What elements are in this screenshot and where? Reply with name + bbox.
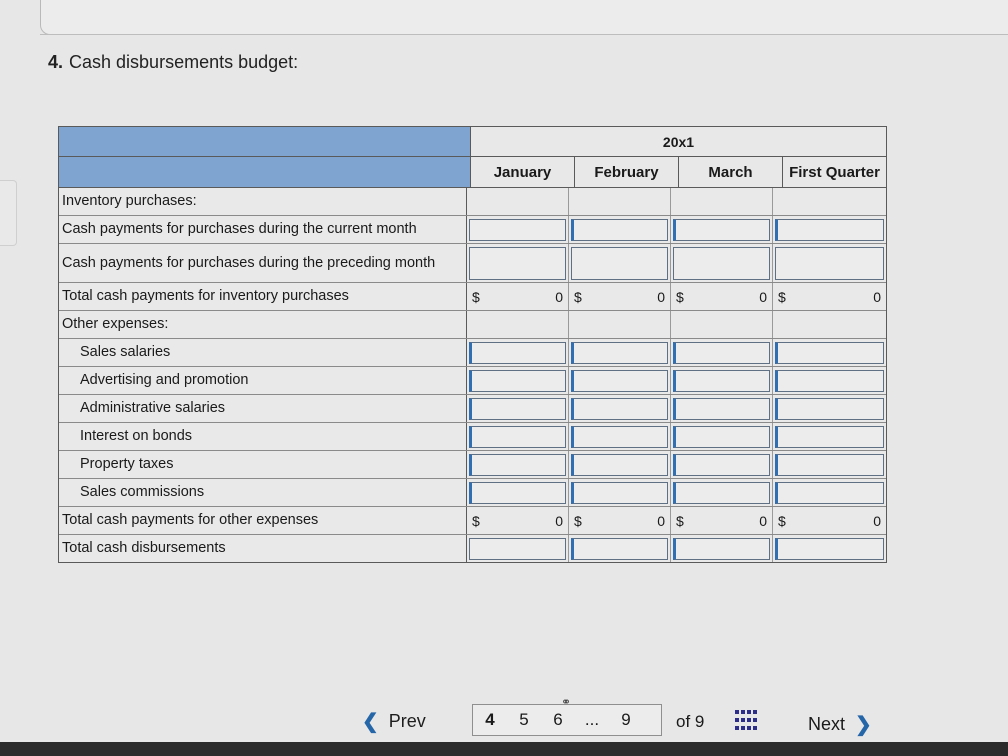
input-property-taxes-february[interactable]	[571, 454, 668, 476]
row-label: Property taxes	[59, 451, 467, 478]
bottom-bar	[0, 742, 1008, 756]
page-ellipsis: ...	[584, 710, 600, 729]
input-advertising-january[interactable]	[469, 370, 566, 392]
table-row	[59, 535, 886, 562]
currency-symbol: $	[574, 288, 582, 305]
total-value: 0	[873, 288, 881, 305]
prev-label: Prev	[388, 711, 426, 731]
currency-symbol: $	[778, 288, 786, 305]
input-advertising-quarter[interactable]	[775, 370, 884, 392]
input-interest-february[interactable]	[571, 426, 668, 448]
prev-button[interactable]	[362, 709, 426, 734]
currency-symbol: $	[676, 288, 684, 305]
input-current-quarter[interactable]	[775, 219, 884, 241]
question-title: Cash disbursements budget:	[69, 52, 299, 72]
link-icon: ⚭	[561, 695, 572, 709]
month-header-row	[59, 157, 886, 188]
input-advertising-march[interactable]	[673, 370, 770, 392]
grid-view-icon[interactable]	[735, 710, 757, 732]
input-preceding-january[interactable]	[469, 247, 566, 280]
total-value: 0	[555, 288, 563, 305]
row-label: Interest on bonds	[59, 423, 467, 450]
total-value: 0	[657, 288, 665, 305]
table-row	[59, 216, 886, 244]
input-current-january[interactable]	[469, 219, 566, 241]
page-link-5[interactable]: 5	[519, 710, 529, 729]
input-interest-january[interactable]	[469, 426, 566, 448]
input-admin-salaries-february[interactable]	[571, 398, 668, 420]
table-row	[59, 188, 886, 216]
question-heading	[48, 52, 298, 73]
input-advertising-february[interactable]	[571, 370, 668, 392]
header-first-quarter: First Quarter	[783, 157, 886, 187]
input-total-disbursements-quarter[interactable]	[775, 538, 884, 560]
input-preceding-quarter[interactable]	[775, 247, 884, 280]
row-label: Administrative salaries	[59, 395, 467, 422]
row-label: Inventory purchases:	[59, 188, 467, 215]
currency-symbol: $	[778, 512, 786, 529]
previous-answer-box	[40, 0, 1008, 35]
page-selector	[472, 695, 662, 736]
table-row	[59, 479, 886, 507]
table-row	[59, 395, 886, 423]
table-row	[59, 283, 886, 311]
page-count: of 9	[676, 712, 705, 731]
next-label: Next	[808, 714, 846, 734]
total-value: 0	[759, 512, 767, 529]
input-total-disbursements-march[interactable]	[673, 538, 770, 560]
input-property-taxes-january[interactable]	[469, 454, 566, 476]
input-current-march[interactable]	[673, 219, 770, 241]
row-label: Total cash disbursements	[59, 535, 467, 562]
next-button[interactable]	[808, 712, 872, 737]
row-label: Total cash payments for inventory purchases	[59, 283, 467, 310]
total-value: 0	[657, 512, 665, 529]
input-commissions-february[interactable]	[571, 482, 668, 504]
row-label: Total cash payments for other expenses	[59, 507, 467, 534]
input-preceding-march[interactable]	[673, 247, 770, 280]
row-label: Sales salaries	[59, 339, 467, 366]
input-admin-salaries-january[interactable]	[469, 398, 566, 420]
table-row	[59, 244, 886, 283]
page-link-9[interactable]: 9	[621, 710, 631, 729]
chevron-right-icon: ❯	[855, 714, 872, 736]
input-total-disbursements-february[interactable]	[571, 538, 668, 560]
input-sales-salaries-february[interactable]	[571, 342, 668, 364]
header-january: January	[471, 157, 575, 187]
row-label: Cash payments for purchases during the current month	[59, 216, 467, 243]
input-total-disbursements-january[interactable]	[469, 538, 566, 560]
total-value: 0	[759, 288, 767, 305]
input-property-taxes-march[interactable]	[673, 454, 770, 476]
cash-disbursements-table	[58, 126, 887, 563]
input-interest-march[interactable]	[673, 426, 770, 448]
currency-symbol: $	[574, 512, 582, 529]
table-row	[59, 311, 886, 339]
table-row	[59, 367, 886, 395]
input-sales-salaries-quarter[interactable]	[775, 342, 884, 364]
input-commissions-quarter[interactable]	[775, 482, 884, 504]
total-value: 0	[555, 512, 563, 529]
row-label: Cash payments for purchases during the preceding month	[59, 244, 467, 282]
currency-symbol: $	[676, 512, 684, 529]
page-link-4[interactable]: 4	[485, 710, 495, 729]
page-link-6[interactable]: 6	[553, 710, 563, 729]
question-number: 4.	[48, 52, 64, 72]
input-current-february[interactable]	[571, 219, 668, 241]
input-interest-quarter[interactable]	[775, 426, 884, 448]
currency-symbol: $	[472, 288, 480, 305]
table-row	[59, 423, 886, 451]
pagination	[0, 695, 1008, 740]
currency-symbol: $	[472, 512, 480, 529]
input-commissions-march[interactable]	[673, 482, 770, 504]
row-label: Sales commissions	[59, 479, 467, 506]
input-preceding-february[interactable]	[571, 247, 668, 280]
total-value: 0	[873, 512, 881, 529]
side-panel-tab	[0, 180, 17, 246]
table-row	[59, 507, 886, 535]
row-label: Other expenses:	[59, 311, 467, 338]
input-admin-salaries-march[interactable]	[673, 398, 770, 420]
header-february: February	[575, 157, 679, 187]
input-commissions-january[interactable]	[469, 482, 566, 504]
input-sales-salaries-january[interactable]	[469, 342, 566, 364]
input-sales-salaries-march[interactable]	[673, 342, 770, 364]
header-march: March	[679, 157, 783, 187]
year-header-row	[59, 127, 886, 157]
input-property-taxes-quarter[interactable]	[775, 454, 884, 476]
divider	[40, 34, 1008, 35]
row-label: Advertising and promotion	[59, 367, 467, 394]
table-row	[59, 339, 886, 367]
year-header: 20x1	[471, 127, 886, 156]
chevron-left-icon: ❮	[362, 711, 379, 733]
input-admin-salaries-quarter[interactable]	[775, 398, 884, 420]
table-row	[59, 451, 886, 479]
